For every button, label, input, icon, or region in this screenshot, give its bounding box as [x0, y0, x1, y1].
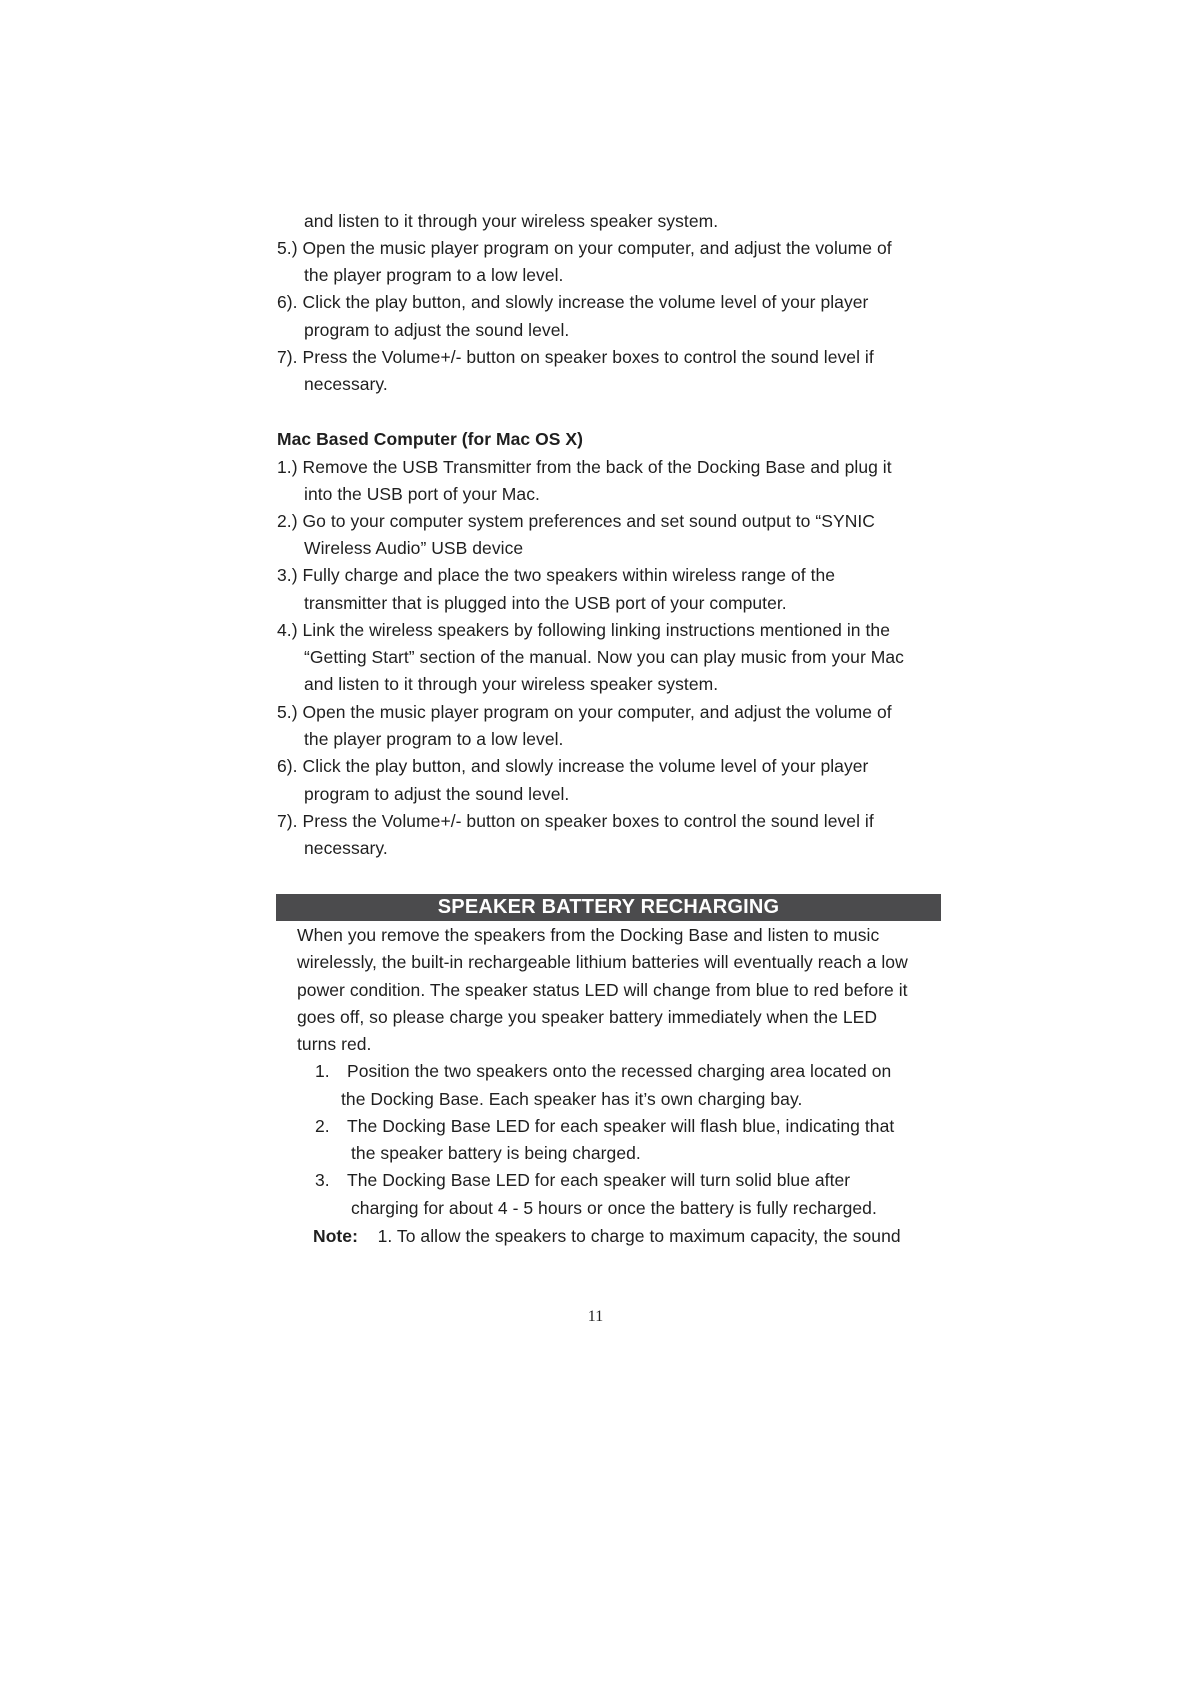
step-number: 7).	[277, 347, 298, 367]
step-text: Open the music player program on your computer, and adjust the volume of	[302, 702, 892, 722]
windows-step-7-line1	[277, 347, 874, 367]
mac-step-7-line2: necessary.	[304, 838, 388, 858]
recharge-step-3-line1	[315, 1170, 850, 1190]
step-number: 2.	[315, 1116, 330, 1136]
step-text: Remove the USB Transmitter from the back of the Docking Base and plug it	[302, 457, 892, 477]
section-title-bar: SPEAKER BATTERY RECHARGING	[276, 894, 941, 921]
step-number: 1.	[315, 1061, 330, 1081]
mac-step-7-line1	[277, 811, 874, 831]
recharge-step-1-line2: the Docking Base. Each speaker has it’s own charging bay.	[341, 1089, 803, 1109]
mac-section-heading: Mac Based Computer (for Mac OS X)	[277, 429, 584, 449]
windows-step-6-line1	[277, 292, 868, 312]
recharge-step-3-line2: charging for about 4 - 5 hours or once the battery is fully recharged.	[351, 1198, 877, 1218]
windows-step-7-line2: necessary.	[304, 374, 388, 394]
step-number: 5.)	[277, 702, 298, 722]
intro-tail: and listen to it through your wireless speaker system.	[304, 211, 719, 231]
recharge-step-1-line1	[315, 1061, 891, 1081]
recharge-step-2-line2: the speaker battery is being charged.	[351, 1143, 641, 1163]
step-text: Click the play button, and slowly increase the volume level of your player	[302, 756, 869, 776]
mac-step-4-line3: and listen to it through your wireless speaker system.	[304, 674, 719, 694]
step-text: Go to your computer system preferences and set sound output to “SYNIC	[302, 511, 875, 531]
step-number: 2.)	[277, 511, 298, 531]
step-text: Position the two speakers onto the recessed charging area located on	[347, 1061, 892, 1081]
step-text: Click the play button, and slowly increase the volume level of your player	[302, 292, 869, 312]
mac-step-5-line1	[277, 702, 892, 722]
step-text: Press the Volume+/- button on speaker boxes to control the sound level if	[302, 811, 874, 831]
recharge-paragraph-line4: goes off, so please charge you speaker battery immediately when the LED	[297, 1007, 878, 1027]
recharge-paragraph-line1: When you remove the speakers from the Docking Base and listen to music	[297, 925, 880, 945]
step-number: 5.)	[277, 238, 298, 258]
step-number: 6).	[277, 756, 298, 776]
step-number: 3.)	[277, 565, 298, 585]
step-number: 1.)	[277, 457, 298, 477]
windows-step-5-line2: the player program to a low level.	[304, 265, 564, 285]
mac-step-3-line1	[277, 565, 835, 585]
step-text: The Docking Base LED for each speaker will turn solid blue after	[347, 1170, 851, 1190]
step-text: Open the music player program on your computer, and adjust the volume of	[302, 238, 892, 258]
step-number: 4.)	[277, 620, 298, 640]
note-label: Note:	[313, 1226, 358, 1246]
mac-step-5-line2: the player program to a low level.	[304, 729, 564, 749]
mac-step-6-line2: program to adjust the sound level.	[304, 784, 570, 804]
step-text: Press the Volume+/- button on speaker boxes to control the sound level if	[302, 347, 874, 367]
step-text: Fully charge and place the two speakers within wireless range of the	[302, 565, 836, 585]
mac-step-3-line2: transmitter that is plugged into the USB port of your computer.	[304, 593, 787, 613]
step-text: The Docking Base LED for each speaker will flash blue, indicating that	[347, 1116, 895, 1136]
recharge-paragraph-line3: power condition. The speaker status LED will change from blue to red before it	[297, 980, 908, 1000]
mac-step-4-line2: “Getting Start” section of the manual. Now you can play music from your Mac	[304, 647, 904, 667]
step-number: 7).	[277, 811, 298, 831]
step-number: 6).	[277, 292, 298, 312]
mac-step-2-line2: Wireless Audio” USB device	[304, 538, 524, 558]
mac-step-1-line2: into the USB port of your Mac.	[304, 484, 540, 504]
recharge-paragraph-line2: wirelessly, the built-in rechargeable lithium batteries will eventually reach a low	[297, 952, 908, 972]
step-text: Link the wireless speakers by following linking instructions mentioned in the	[302, 620, 890, 640]
step-number: 3.	[315, 1170, 330, 1190]
windows-step-5-line1	[277, 238, 892, 258]
recharge-paragraph-line5: turns red.	[297, 1034, 372, 1054]
mac-step-2-line1	[277, 511, 875, 531]
page-number: 11	[587, 1308, 604, 1325]
note-line	[313, 1226, 901, 1246]
note-text: 1. To allow the speakers to charge to maximum capacity, the sound	[377, 1226, 901, 1246]
windows-step-6-line2: program to adjust the sound level.	[304, 320, 570, 340]
mac-step-6-line1	[277, 756, 868, 776]
mac-step-1-line1	[277, 457, 892, 477]
recharge-step-2-line1	[315, 1116, 894, 1136]
mac-step-4-line1	[277, 620, 890, 640]
